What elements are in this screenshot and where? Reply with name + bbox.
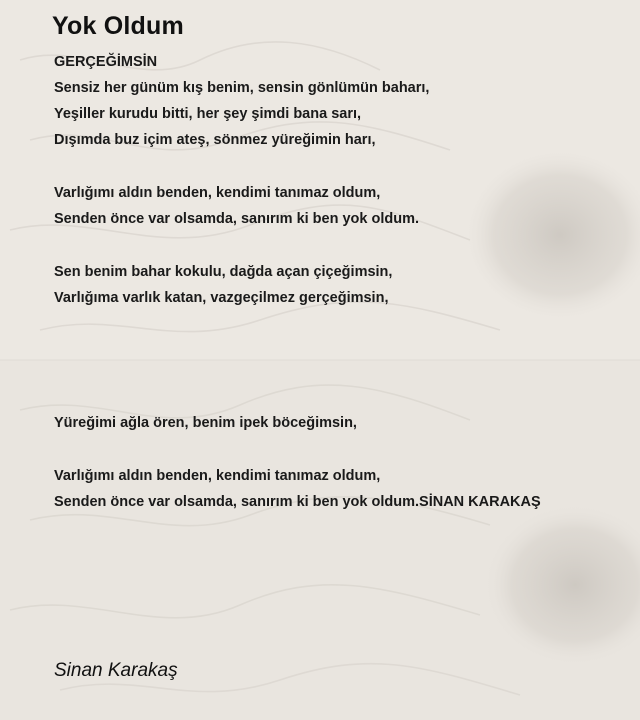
poem-line: Dışımda buz içim ateş, sönmez yüreğimin harı,	[54, 132, 376, 148]
poem-line: Senden önce var olsamda, sanırım ki ben yok oldum.SİNAN KARAKAŞ	[54, 494, 541, 510]
poem-line: Varlığımı aldın benden, kendimi tanımaz oldum,	[54, 185, 381, 201]
poem-line: GERÇEĞİMSİN	[54, 54, 158, 70]
poem-line: Senden önce var olsamda, sanırım ki ben yok oldum.	[54, 211, 420, 227]
poem-line: Yeşiller kurudu bitti, her şey şimdi bana sarı,	[54, 106, 362, 122]
poem-line: Sen benim bahar kokulu, dağda açan çiçeğimsin,	[54, 264, 393, 280]
poem-author: Sinan Karakaş	[54, 660, 178, 681]
poem-title: Yok Oldum	[52, 12, 184, 40]
poem-line: Varlığıma varlık katan, vazgeçilmez gerçeğimsin,	[54, 290, 389, 306]
poem-line: Sensiz her günüm kış benim, sensin gönlümün baharı,	[54, 80, 430, 96]
poem-line: Varlığımı aldın benden, kendimi tanımaz oldum,	[54, 468, 381, 484]
poem-line: Yüreğimi ağla ören, benim ipek böceğimsin,	[54, 415, 357, 431]
